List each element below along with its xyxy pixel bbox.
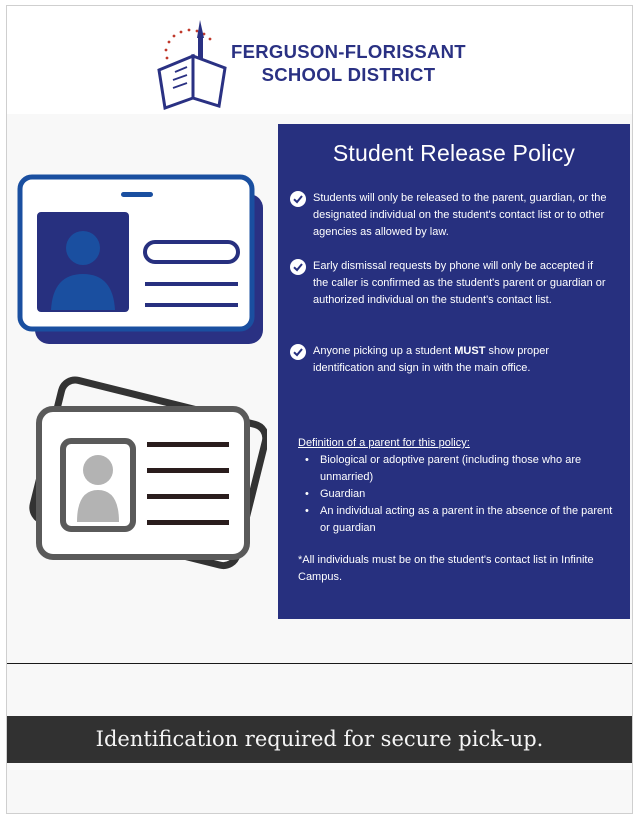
policy-rule — [290, 343, 610, 377]
avatar-head — [83, 455, 113, 485]
book-torch-logo-icon — [153, 18, 233, 110]
info-line-1 — [147, 442, 229, 447]
id-card-icon — [17, 174, 267, 354]
torch-flame — [197, 20, 204, 38]
policy-rule-text: Early dismissal requests by phone will only be accepted if the caller is confirmed as the student's parent or guardian or authorized individual on the student's contact list. — [313, 260, 606, 306]
district-name-line1: FERGUSON-FLORISSANT — [231, 41, 466, 62]
info-line-4 — [147, 520, 229, 525]
definition-item: • An individual acting as a parent in the absence of the parent or guardian — [298, 503, 614, 537]
name-field — [145, 242, 238, 262]
book-left-page — [159, 56, 193, 108]
header — [7, 6, 632, 114]
blue-id-card-illustration — [17, 174, 267, 359]
definition-item: • Biological or adoptive parent (including those who are unmarried) — [298, 452, 614, 486]
check-circle-icon — [290, 259, 306, 275]
info-line-2 — [147, 468, 229, 473]
check-circle-icon — [290, 344, 306, 360]
definition-heading: Definition of a parent for this policy: — [298, 437, 470, 449]
avatar-head — [66, 231, 100, 265]
rule-text-emphasis: MUST — [454, 345, 486, 357]
book-right-page — [193, 56, 225, 106]
stars-arc — [165, 29, 212, 60]
district-name-line2: SCHOOL DISTRICT — [261, 64, 436, 85]
policy-rule-text — [313, 343, 610, 377]
contact-list-footnote: *All individuals must be on the student's contact list in Infinite Campus. — [298, 554, 594, 583]
district-name — [231, 40, 466, 86]
card-slot — [121, 192, 153, 197]
rule-text-after: show proper identification and sign in with the main office. — [313, 345, 550, 374]
check-circle-icon — [290, 191, 306, 207]
parent-definition — [298, 435, 614, 537]
gray-id-card-illustration — [17, 372, 267, 597]
footer-banner: Identification required for secure pick-up. — [7, 716, 632, 763]
policy-title: Student Release Policy — [332, 140, 576, 166]
definition-item: • Guardian — [298, 486, 614, 503]
policy-rule — [290, 258, 610, 309]
divider — [7, 663, 632, 664]
definition-list — [298, 452, 614, 537]
rule-text-before: Anyone picking up a student — [313, 345, 455, 357]
info-line-2 — [145, 303, 238, 307]
policy-rule — [290, 190, 610, 241]
district-logo — [153, 18, 233, 115]
id-card-icon — [17, 372, 267, 592]
policy-rule-text: Students will only be released to the parent, guardian, or the designated individual on the student's contact list or to other agencies as allowed by law. — [313, 192, 607, 238]
info-line-3 — [147, 494, 229, 499]
flyer-page — [6, 5, 633, 814]
policy-panel — [278, 124, 630, 619]
info-line-1 — [145, 282, 238, 286]
